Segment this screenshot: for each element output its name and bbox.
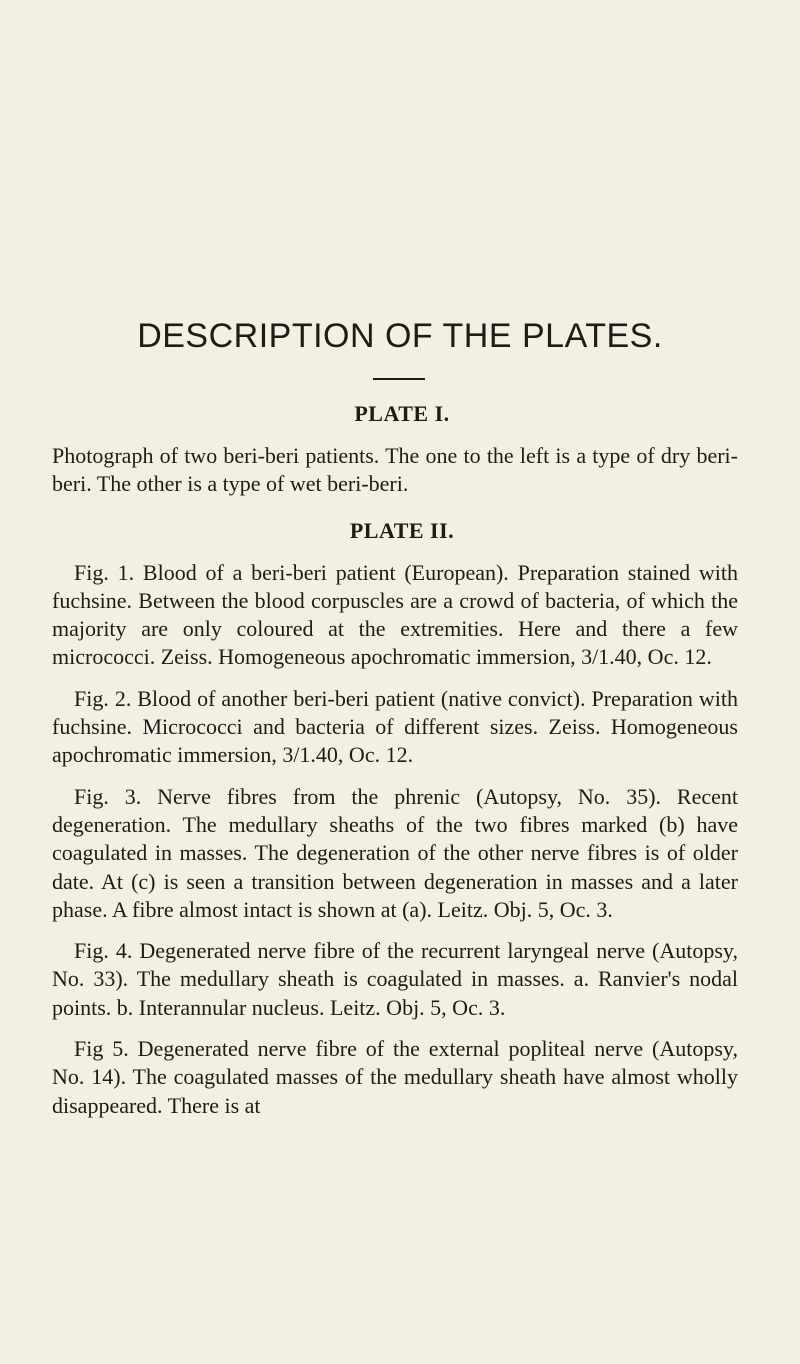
plate-2-heading: PLATE II.	[349, 517, 455, 543]
plate-2-fig-5-paragraph: Fig 5. Degenerated nerve fibre of the external popliteal nerve (Autopsy, No. 14). The coagulated masses of the medullary sheath have almost wholly disappeared. There is at	[52, 1036, 738, 1118]
page-title: DESCRIPTION OF THE PLATES.	[137, 317, 663, 355]
plate-2-fig-3-paragraph: Fig. 3. Nerve fibres from the phrenic (Autopsy, No. 35). Recent degeneration. The medullary sheaths of the two fibres marked (b) have coagulated in masses. The degeneration of the other nerve fibres is of older date. At (c) is seen a transition between degeneration in masses and a later phase. A fibre almost intact is shown at (a). Leitz. Obj. 5, Oc. 3.	[52, 783, 738, 922]
plate-2-section	[52, 517, 738, 1120]
plate-2-fig-2-paragraph: Fig. 2. Blood of another beri-beri patient (native convict). Preparation with fuchsine. Micrococci and bacteria of different sizes. Zeiss. Homogeneous apochromatic immersion, 3/1.40, Oc. 12.	[52, 685, 738, 768]
plate-2-fig-1-paragraph: Fig. 1. Blood of a beri-beri patient (European). Preparation stained with fuchsine. Between the blood corpuscles are a crowd of bacteria, of which the majority are only coloured at the extremities. Here and there a few micrococci. Zeiss. Homogeneous apochromatic immersion, 3/1.40, Oc. 12.	[52, 559, 738, 670]
plate-2-fig-4-paragraph: Fig. 4. Degenerated nerve fibre of the recurrent laryngeal nerve (Autopsy, No. 33). The medullary sheath is coagulated in masses. a. Ranvier's nodal points. b. Interannular nucleus. Leitz. Obj. 5, Oc. 3.	[52, 938, 738, 1020]
plate-1-paragraph: Photograph of two beri-beri patients. The one to the left is a type of dry beri-beri. The other is a type of wet beri-beri.	[52, 443, 738, 497]
plate-1-section	[52, 400, 738, 499]
plate-1-heading: PLATE I.	[354, 401, 450, 426]
title-divider-rule	[373, 378, 425, 380]
